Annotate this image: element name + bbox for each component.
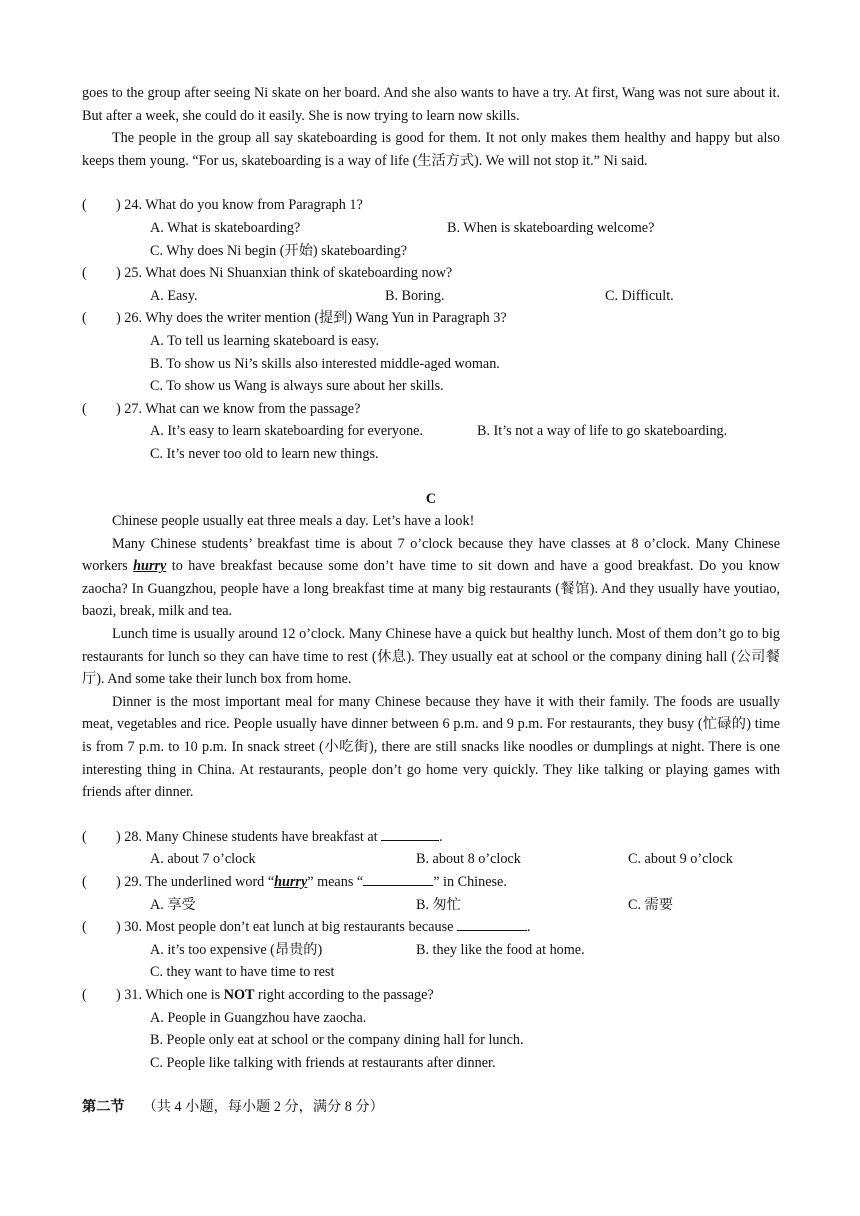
question-stem: ) 29. The underlined word “hurry” means “ ” in Chinese. bbox=[116, 871, 507, 894]
passage-c-paragraph: Chinese people usually eat three meals a day. Let’s have a look! bbox=[112, 513, 475, 530]
answer-paren: ( bbox=[82, 265, 87, 282]
question-stem: ) 25. What does Ni Shuanxian think of skateboarding now? bbox=[116, 265, 453, 282]
option-c: C. about 9 o’clock bbox=[628, 851, 733, 868]
question-30 bbox=[82, 916, 780, 939]
passage-c-paragraph: Lunch time is usually around 12 o’clock. Many Chinese have a quick but healthy lunch. Most of them don’t go to big restaurants for lunch so they can have time to rest (休息). They usually eat at school or the company dining hall (公司餐厅). And some take their lunch box from home. bbox=[82, 626, 780, 688]
section-2-title: 第二节 bbox=[82, 1099, 125, 1116]
options bbox=[82, 420, 780, 443]
question-28 bbox=[82, 826, 780, 849]
underlined-word-hurry: hurry bbox=[274, 874, 308, 890]
option-b: B. they like the food at home. bbox=[416, 941, 585, 958]
option-c: C. 需要 bbox=[628, 896, 673, 913]
answer-paren: ( bbox=[82, 986, 87, 1003]
question-stem: ) 24. What do you know from Paragraph 1? bbox=[116, 197, 363, 214]
option-b: B. about 8 o’clock bbox=[416, 851, 521, 868]
question-stem: ) 28. Many Chinese students have breakfast at . bbox=[116, 826, 443, 849]
question-26 bbox=[82, 307, 780, 330]
option-c: C. People like talking with friends at restaurants after dinner. bbox=[150, 1054, 496, 1071]
option-b: B. To show us Ni’s skills also interested middle-aged woman. bbox=[150, 355, 500, 372]
question-24 bbox=[82, 194, 780, 217]
section-2-heading bbox=[82, 1096, 780, 1119]
option-b: B. It’s not a way of life to go skateboarding. bbox=[477, 423, 728, 440]
option-a: A. 享受 bbox=[150, 896, 196, 913]
answer-paren: ( bbox=[82, 400, 87, 417]
option-a: A. It’s easy to learn skateboarding for everyone. bbox=[150, 423, 424, 440]
option-a: A. To tell us learning skateboard is easy. bbox=[150, 332, 380, 349]
option-c: C. Difficult. bbox=[605, 287, 674, 304]
option-a: A. it’s too expensive (昂贵的) bbox=[150, 941, 323, 958]
options bbox=[82, 217, 780, 240]
question-stem: ) 30. Most people don’t eat lunch at big restaurants because . bbox=[116, 916, 530, 939]
option-c: C. To show us Wang is always sure about her skills. bbox=[150, 378, 444, 395]
answer-paren: ( bbox=[82, 828, 87, 845]
answer-paren: ( bbox=[82, 874, 87, 890]
question-stem: ) 27. What can we know from the passage? bbox=[116, 400, 361, 417]
options bbox=[82, 894, 780, 917]
answer-blank[interactable] bbox=[381, 826, 439, 841]
answer-blank[interactable] bbox=[363, 871, 433, 886]
underlined-word-hurry: hurry bbox=[133, 558, 167, 575]
section-2-note: （共 4 小题，每小题 2 分，满分 8 分） bbox=[142, 1099, 384, 1116]
option-b: B. People only eat at school or the company dining hall for lunch. bbox=[150, 1032, 524, 1049]
passage-c-title: C bbox=[425, 490, 437, 507]
passage-c-paragraph: Many Chinese students’ breakfast time is about 7 o’clock because they have classes at 8 o’clock. Many Chinese workers hurry to have breakfast because some don’t have time to sit down and have a good breakfast. Do you know zaocha? In Guangzhou, people have a long breakfast time at many big restaurants (餐馆). And they usually have youtiao, baozi, break, milk and tea. bbox=[82, 535, 781, 620]
answer-paren: ( bbox=[82, 197, 87, 214]
option-a: A. Easy. bbox=[150, 287, 198, 304]
option-c: C. Why does Ni begin (开始) skateboarding? bbox=[150, 242, 408, 259]
passage-b-paragraph: goes to the group after seeing Ni skate on her board. And she also wants to have a try. At first, Wang was not sure about it. But after a week, she could do it easily. She is now trying to learn now skills. bbox=[82, 85, 780, 124]
option-b: B. Boring. bbox=[385, 287, 445, 304]
passage-b-paragraph: The people in the group all say skateboarding is good for them. It not only makes them healthy and happy but also keeps them young. “For us, skateboarding is a way of life (生活方式). We will not stop it.” Ni said. bbox=[82, 130, 780, 169]
option-c: C. they want to have time to rest bbox=[150, 964, 335, 981]
question-31 bbox=[82, 984, 780, 1007]
answer-blank[interactable] bbox=[457, 916, 527, 931]
answer-paren: ( bbox=[82, 919, 87, 936]
answer-paren: ( bbox=[82, 310, 87, 327]
option-a: A. What is skateboarding? bbox=[150, 219, 301, 236]
question-25 bbox=[82, 262, 780, 285]
passage-c-paragraph: Dinner is the most important meal for many Chinese because they have it with their family. The foods are usually meat, vegetables and rice. People usually have dinner between 6 p.m. and 9 p.m. For restaurants, they busy (忙碌的) time is from 7 p.m. to 10 p.m. In snack street (小吃街), there are still snacks like noodles or dumplings at night. There is one interesting thing in China. At restaurants, people don’t go home very quickly. They like talking or playing games with friends after dinner. bbox=[82, 693, 780, 801]
question-stem: ) 31. Which one is NOT right according to the passage? bbox=[116, 986, 434, 1003]
options bbox=[82, 848, 780, 871]
option-c: C. It’s never too old to learn new things. bbox=[150, 445, 379, 462]
option-b: B. 匆忙 bbox=[416, 896, 461, 913]
option-b: B. When is skateboarding welcome? bbox=[447, 219, 655, 236]
options bbox=[82, 285, 780, 308]
options bbox=[82, 939, 780, 962]
option-a: A. about 7 o’clock bbox=[150, 851, 256, 868]
question-stem: ) 26. Why does the writer mention (提到) Wang Yun in Paragraph 3? bbox=[116, 310, 507, 327]
question-27 bbox=[82, 398, 780, 421]
option-a: A. People in Guangzhou have zaocha. bbox=[150, 1009, 367, 1026]
exam-page bbox=[82, 82, 780, 1119]
question-29 bbox=[82, 871, 780, 894]
